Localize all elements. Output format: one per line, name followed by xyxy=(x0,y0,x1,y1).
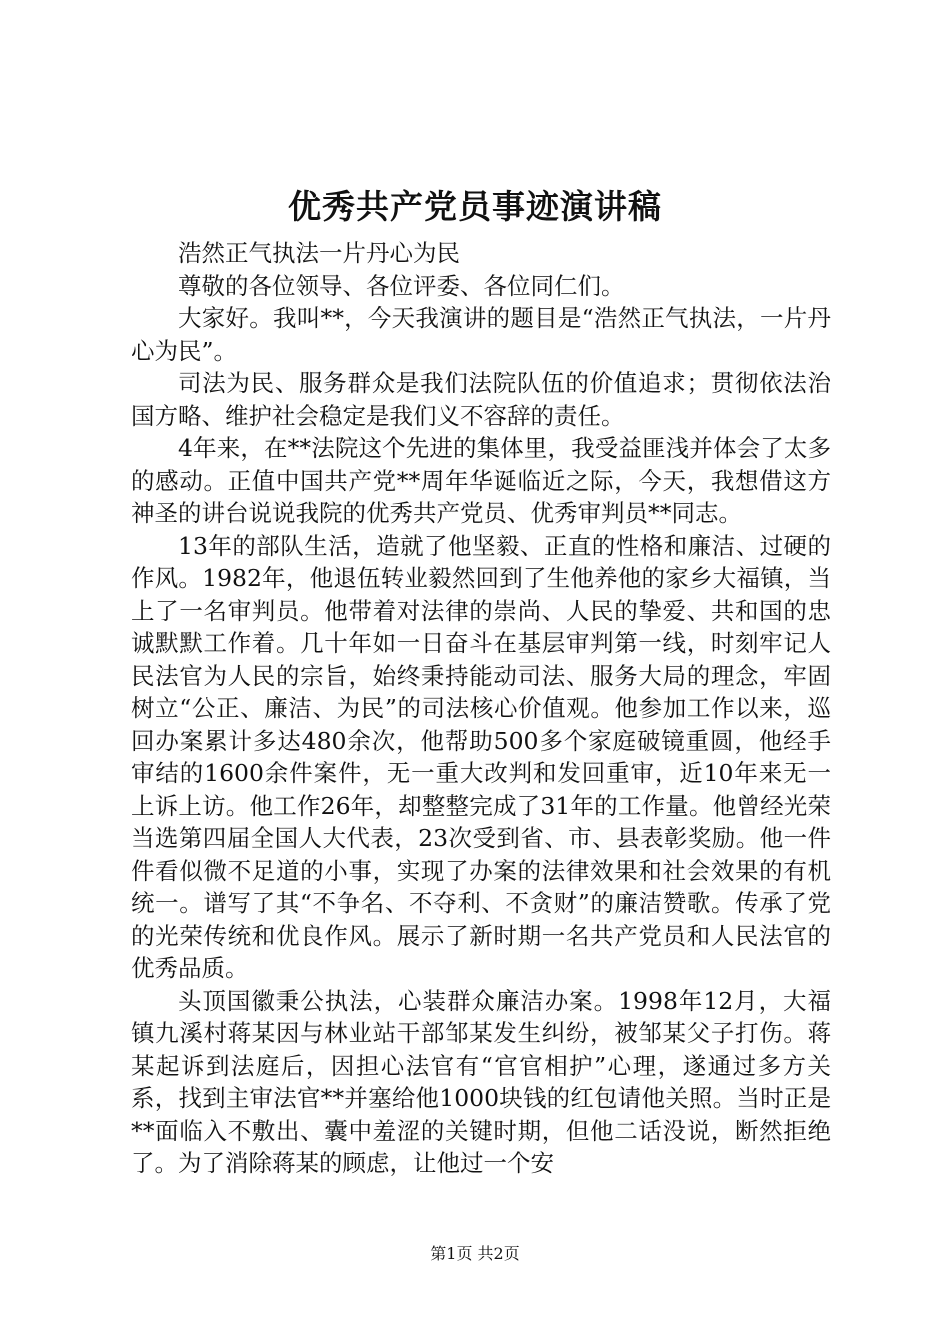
paragraph-mission: 司法为民、服务群众是我们法院队伍的价值追求；贯彻依法治国方略、维护社会稳定是我们义不容辞的责任。 xyxy=(131,369,831,430)
paragraph-career: 13年的部队生活，造就了他坚毅、正直的性格和廉洁、过硬的作风。1982年，他退伍转业毅然回到了生他养他的家乡大福镇，当上了一名审判员。他带着对法律的崇尚、人民的挚爱、共和国的忠诚默默工作着。几十年如一日奋斗在基层审判第一线，时刻牢记人民法官为人民的宗旨，始终秉持能动司法、服务大局的理念，牢固树立“公正、廉洁、为民”的司法核心价值观。他参加工作以来，巡回办案累计多达480余次，他帮助500多个家庭破镜重圆，他经手审结的1600余件案件，无一重大改判和发回重审，近10年来无一上诉上访。他工作26年，却整整完成了31年的工作量。他曾经光荣当选第四届全国人大代表，23次受到省、市、县表彰奖励。他一件件看似微不足道的小事，实现了办案的法律效果和社会效果的有机统一。谱写了其“不争名、不夺利、不贪财”的廉洁赞歌。传承了党的光荣传统和优良作风。展示了新时期一名共产党员和人民法官的优秀品质。 xyxy=(131,531,831,982)
paragraph-greeting: 大家好。我叫**，今天我演讲的题目是“浩然正气执法，一片丹心为民”。 xyxy=(131,304,831,365)
paragraph-subtitle: 浩然正气执法一片丹心为民 xyxy=(178,239,460,267)
document-body xyxy=(131,237,831,1180)
paragraph-salutation: 尊敬的各位领导、各位评委、各位同仁们。 xyxy=(178,271,625,300)
paragraph-case-story: 头顶国徽秉公执法，心装群众廉洁办案。1998年12月，大福镇九溪村蒋某因与林业站干部邹某发生纠纷，被邹某父子打伤。蒋某起诉到法庭后，因担心法官有“官官相护”心理，遂通过多方关系，找到主审法官**并塞给他1000块钱的红包请他关照。当时正是**面临入不敷出、囊中羞涩的关键时期，但他二话没说，断然拒绝了。为了消除蒋某的顾虑，让他过一个安 xyxy=(131,986,831,1177)
page-footer: 第1页 共2页 xyxy=(430,1244,520,1263)
paragraph-introduction: 4年来，在**法院这个先进的集体里，我受益匪浅并体会了太多的感动。正值中国共产党**周年华诞临近之际，今天，我想借这方神圣的讲台说说我院的优秀共产党员、优秀审判员**同志。 xyxy=(131,434,831,527)
document-title: 优秀共产党员事迹演讲稿 xyxy=(288,187,662,226)
